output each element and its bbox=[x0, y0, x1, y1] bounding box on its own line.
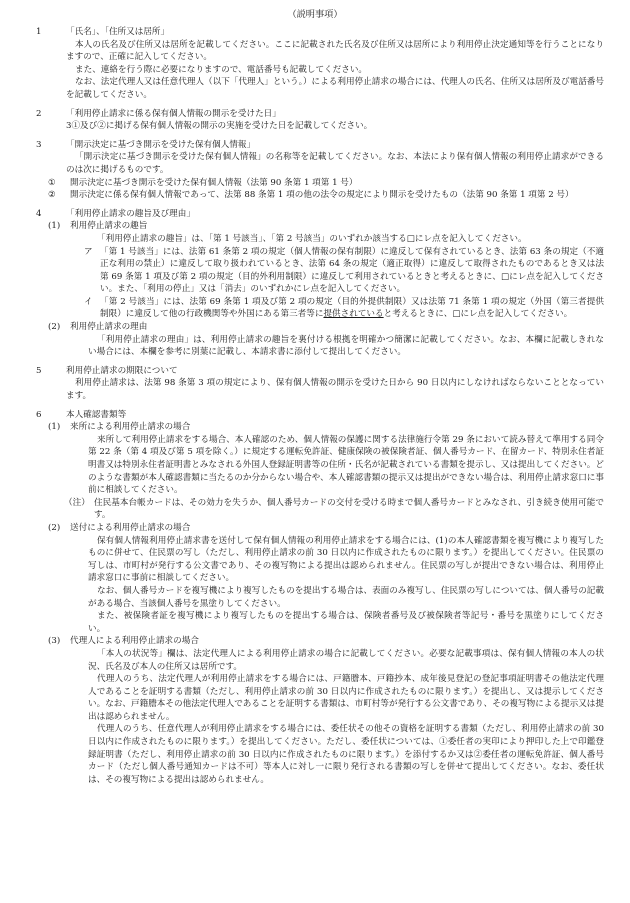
item-marker: (2) bbox=[48, 322, 61, 333]
section-3 bbox=[26, 139, 604, 202]
paragraph: 「利用停止請求の理由」は、利用停止請求の趣旨を裏付ける根拠を明確かつ簡潔に記載してください。なお、本欄に記載しきれない場合には、本欄を参考に別葉に記載し、本請求書に添付して提出してください。 bbox=[88, 334, 604, 358]
section-1-heading bbox=[26, 26, 604, 39]
paragraph: また、被保険者証を複写機により複写したものを提出する場合は、保険者番号及び被保険者等記号・番号を黒塗りにしてください。 bbox=[88, 611, 604, 634]
underlined-text: 提供されている bbox=[323, 309, 384, 320]
section-number: 6 bbox=[36, 409, 42, 420]
paragraph: 「本人の状況等」欄は、法定代理人による利用停止請求の場合に記載してください。必要な記載事項は、保有個人情報の本人の状況、氏名及び本人の住所又は居所です。 bbox=[88, 648, 604, 672]
paragraph: 保有個人情報利用停止請求書を送付して保有個人情報の利用停止請求をする場合には、(1)の本人確認書類を複写機により複写したものに併せて、住民票の写し（ただし、利用停止請求の前 30 日以内に作成されたものに限ります。）を提出してください。住民票の写しは、市町村が発行する公文書であり、その複写物による提出は認められません。住民票の写しが提出できない場合は、利用停止請求窓口に事前に相談してください。 bbox=[88, 535, 604, 584]
item-text: 「第 1 号該当」には、法第 61 条第 2 項の規定（個人情報の保有制限）に違反して保有されているとき、法第 63 条の規定（不適正な利用の禁止）に違反して取り扱われているとき、法第 64 条の規定（適正取得）に違反して取得されたものであるとき又は法第 69 条第 1 項及び第 2 項の規定（目的外利用制限）に違反して利用されているときと考えるときに、□にレ点を記入してください。また、「利用の停止」又は「消去」のいずれかにレ点を記入してください。 bbox=[100, 246, 604, 295]
subsection-heading bbox=[26, 522, 604, 535]
section-4-heading bbox=[26, 208, 604, 221]
note-item bbox=[26, 497, 604, 522]
item-text: 開示決定に基づき開示を受けた保有個人情報（法第 90 条第 1 項第 1 号） bbox=[70, 177, 358, 188]
item-marker: (1) bbox=[48, 422, 61, 433]
section-number: 3 bbox=[36, 139, 42, 150]
item-text: 開示決定に係る保有個人情報であって、法第 88 条第 1 項の他の法令の規定により開示を受けたもの（法第 90 条第 1 項第 2 号） bbox=[70, 190, 574, 201]
paragraph: 「利用停止請求の趣旨」は、「第 1 号該当」、「第 2 号該当」のいずれか該当する□にレ点を記入してください。 bbox=[97, 233, 527, 244]
list-item bbox=[26, 177, 604, 190]
paragraph: 代理人のうち、法定代理人が利用停止請求をする場合には、戸籍謄本、戸籍抄本、成年後見登記の登記事項証明書その他法定代理人であることを証明する書類（ただし、利用停止請求の前 30 日以内に作成されたものに限ります。）を提出し、又は提示してください。なお、戸籍謄本その他法定代理人であることを証明する書類は、市町村等が発行する公文書であり、その複写物による提示又は提出は認められません。 bbox=[88, 674, 604, 722]
item-text-part: 「第 2 号該当」には、法第 69 条第 1 項及び第 2 項の規定（目的外提供制限）又は法第 71 条第 1 項の規定（外国（第三者提供制限）に違反して他の行政機関等や外国にある第三者等に bbox=[100, 296, 604, 320]
subsection-title: 利用停止請求の趣旨 bbox=[70, 221, 148, 232]
section-number: 4 bbox=[36, 208, 42, 219]
section-number: 2 bbox=[36, 108, 42, 119]
paragraph: 来所して利用停止請求をする場合、本人確認のため、個人情報の保護に関する法律施行令第 29 条において読み替えて準用する同令第 22 条（第 4 項及び第 5 項を除く。）に規定する運転免許証、健康保険の被保険者証、個人番号カード、在留カード、特別永住者証明書又は特別永住者証明書とみなされる外国人登録証明書等の住所・氏名が記載されている書類を提示し、又は提出してください。どのような書類が本人確認書類に当たるのか分からない場合や、本人確認書類の提示又は提出ができない場合は、利用停止請求窓口に事前に相談してください。 bbox=[88, 434, 604, 496]
section-title: 「開示決定に基づき開示を受けた保有個人情報」 bbox=[66, 139, 256, 150]
item-marker: (1) bbox=[48, 221, 61, 232]
section-2 bbox=[26, 108, 604, 133]
section-3-heading bbox=[26, 139, 604, 152]
item-marker: ア bbox=[84, 246, 93, 257]
section-title: 本人確認書類等 bbox=[66, 409, 127, 420]
item-marker: ① bbox=[48, 177, 56, 188]
section-title: 「利用停止請求の趣旨及び理由」 bbox=[66, 208, 195, 219]
subsection-title: 代理人による利用停止請求の場合 bbox=[70, 636, 199, 647]
section-2-heading bbox=[26, 108, 604, 121]
item-marker: (3) bbox=[48, 636, 61, 647]
item-marker: (2) bbox=[48, 522, 61, 533]
subsection-heading bbox=[26, 321, 604, 334]
item-marker: ② bbox=[48, 190, 56, 201]
list-item bbox=[26, 296, 604, 321]
paragraph: 代理人のうち、任意代理人が利用停止請求をする場合には、委任状その他その資格を証明する書類（ただし、利用停止請求の前 30 日以内に作成されたものに限ります。）を提出してください。ただし、委任状については、①委任者の実印により押印した上で印鑑登録証明書（ただし、利用停止請求の前 30 日以内に作成されたものに限ります。）を添付するか又は②委任者の運転免許証、個人番号カード（ただし個人番号通知カードは不可）等本人に対し一に限り発行される書類の写しを併せて提出してください。なお、委任状は、その複写物による提出は認められません。 bbox=[88, 724, 604, 785]
section-1 bbox=[26, 26, 604, 102]
paragraph: なお、個人番号カードを複写機により複写したものを提出する場合は、表面のみ複写し、住民票の写しについては、個人番号の記載がある場合、当該個人番号を黒塗りしてください。 bbox=[88, 585, 604, 609]
section-6 bbox=[26, 409, 604, 787]
subsection-title: 利用停止請求の理由 bbox=[70, 322, 148, 333]
paragraph: 利用停止請求は、法第 98 条第 3 項の規定により、保有個人情報の開示を受けた日から 90 日以内にしなければならないこととなっています。 bbox=[66, 378, 604, 402]
subsection-heading bbox=[26, 635, 604, 648]
paragraph: 3①及び②に掲げる保有個人情報の開示の実施を受けた日を記載してください。 bbox=[66, 121, 373, 132]
section-5-heading bbox=[26, 365, 604, 378]
note-marker: （注） bbox=[64, 497, 90, 508]
section-5 bbox=[26, 365, 604, 403]
item-text-part: と考えるときに、□にレ点を記入してください。 bbox=[383, 309, 573, 320]
paragraph: 本人の氏名及び住所又は居所を記載してください。ここに記載された氏名及び住所又は居所により利用停止決定通知等を行うことになりますので、正確に記入してください。 bbox=[66, 39, 604, 63]
subsection-heading bbox=[26, 220, 604, 233]
section-title: 「利用停止請求に係る保有個人情報の開示を受けた日」 bbox=[66, 108, 281, 119]
section-title: 利用停止請求の期限について bbox=[66, 365, 178, 376]
section-number: 1 bbox=[36, 27, 42, 37]
subsection-title: 送付による利用停止請求の場合 bbox=[70, 522, 191, 533]
section-title: 「氏名」、「住所又は居所」 bbox=[66, 27, 170, 37]
page-title: （説明事項） bbox=[287, 9, 343, 20]
list-item bbox=[26, 246, 604, 296]
section-number: 5 bbox=[36, 365, 42, 376]
note-text: 住民基本台帳カードは、その効力を失うか、個人番号カードの交付を受ける時まで個人番号カードとみなされ、引き続き使用可能です。 bbox=[94, 497, 604, 521]
paragraph: 「開示決定に基づき開示を受けた保有個人情報」の名称等を記載してください。なお、本法により保有個人情報の利用停止請求ができるのは次に掲げるものです。 bbox=[66, 152, 604, 175]
paragraph: また、連絡を行う際に必要になりますので、電話番号も記載してください。 bbox=[75, 64, 368, 75]
subsection-title: 来所による利用停止請求の場合 bbox=[70, 422, 191, 433]
section-4 bbox=[26, 208, 604, 359]
item-text bbox=[100, 296, 604, 321]
list-item bbox=[26, 189, 604, 202]
paragraph: なお、法定代理人又は任意代理人（以下「代理人」という。）による利用停止請求の場合には、代理人の氏名、住所又は居所及び電話番号を記載してください。 bbox=[66, 77, 604, 100]
subsection-heading bbox=[26, 421, 604, 434]
item-marker: イ bbox=[84, 296, 93, 307]
section-6-heading bbox=[26, 409, 604, 422]
